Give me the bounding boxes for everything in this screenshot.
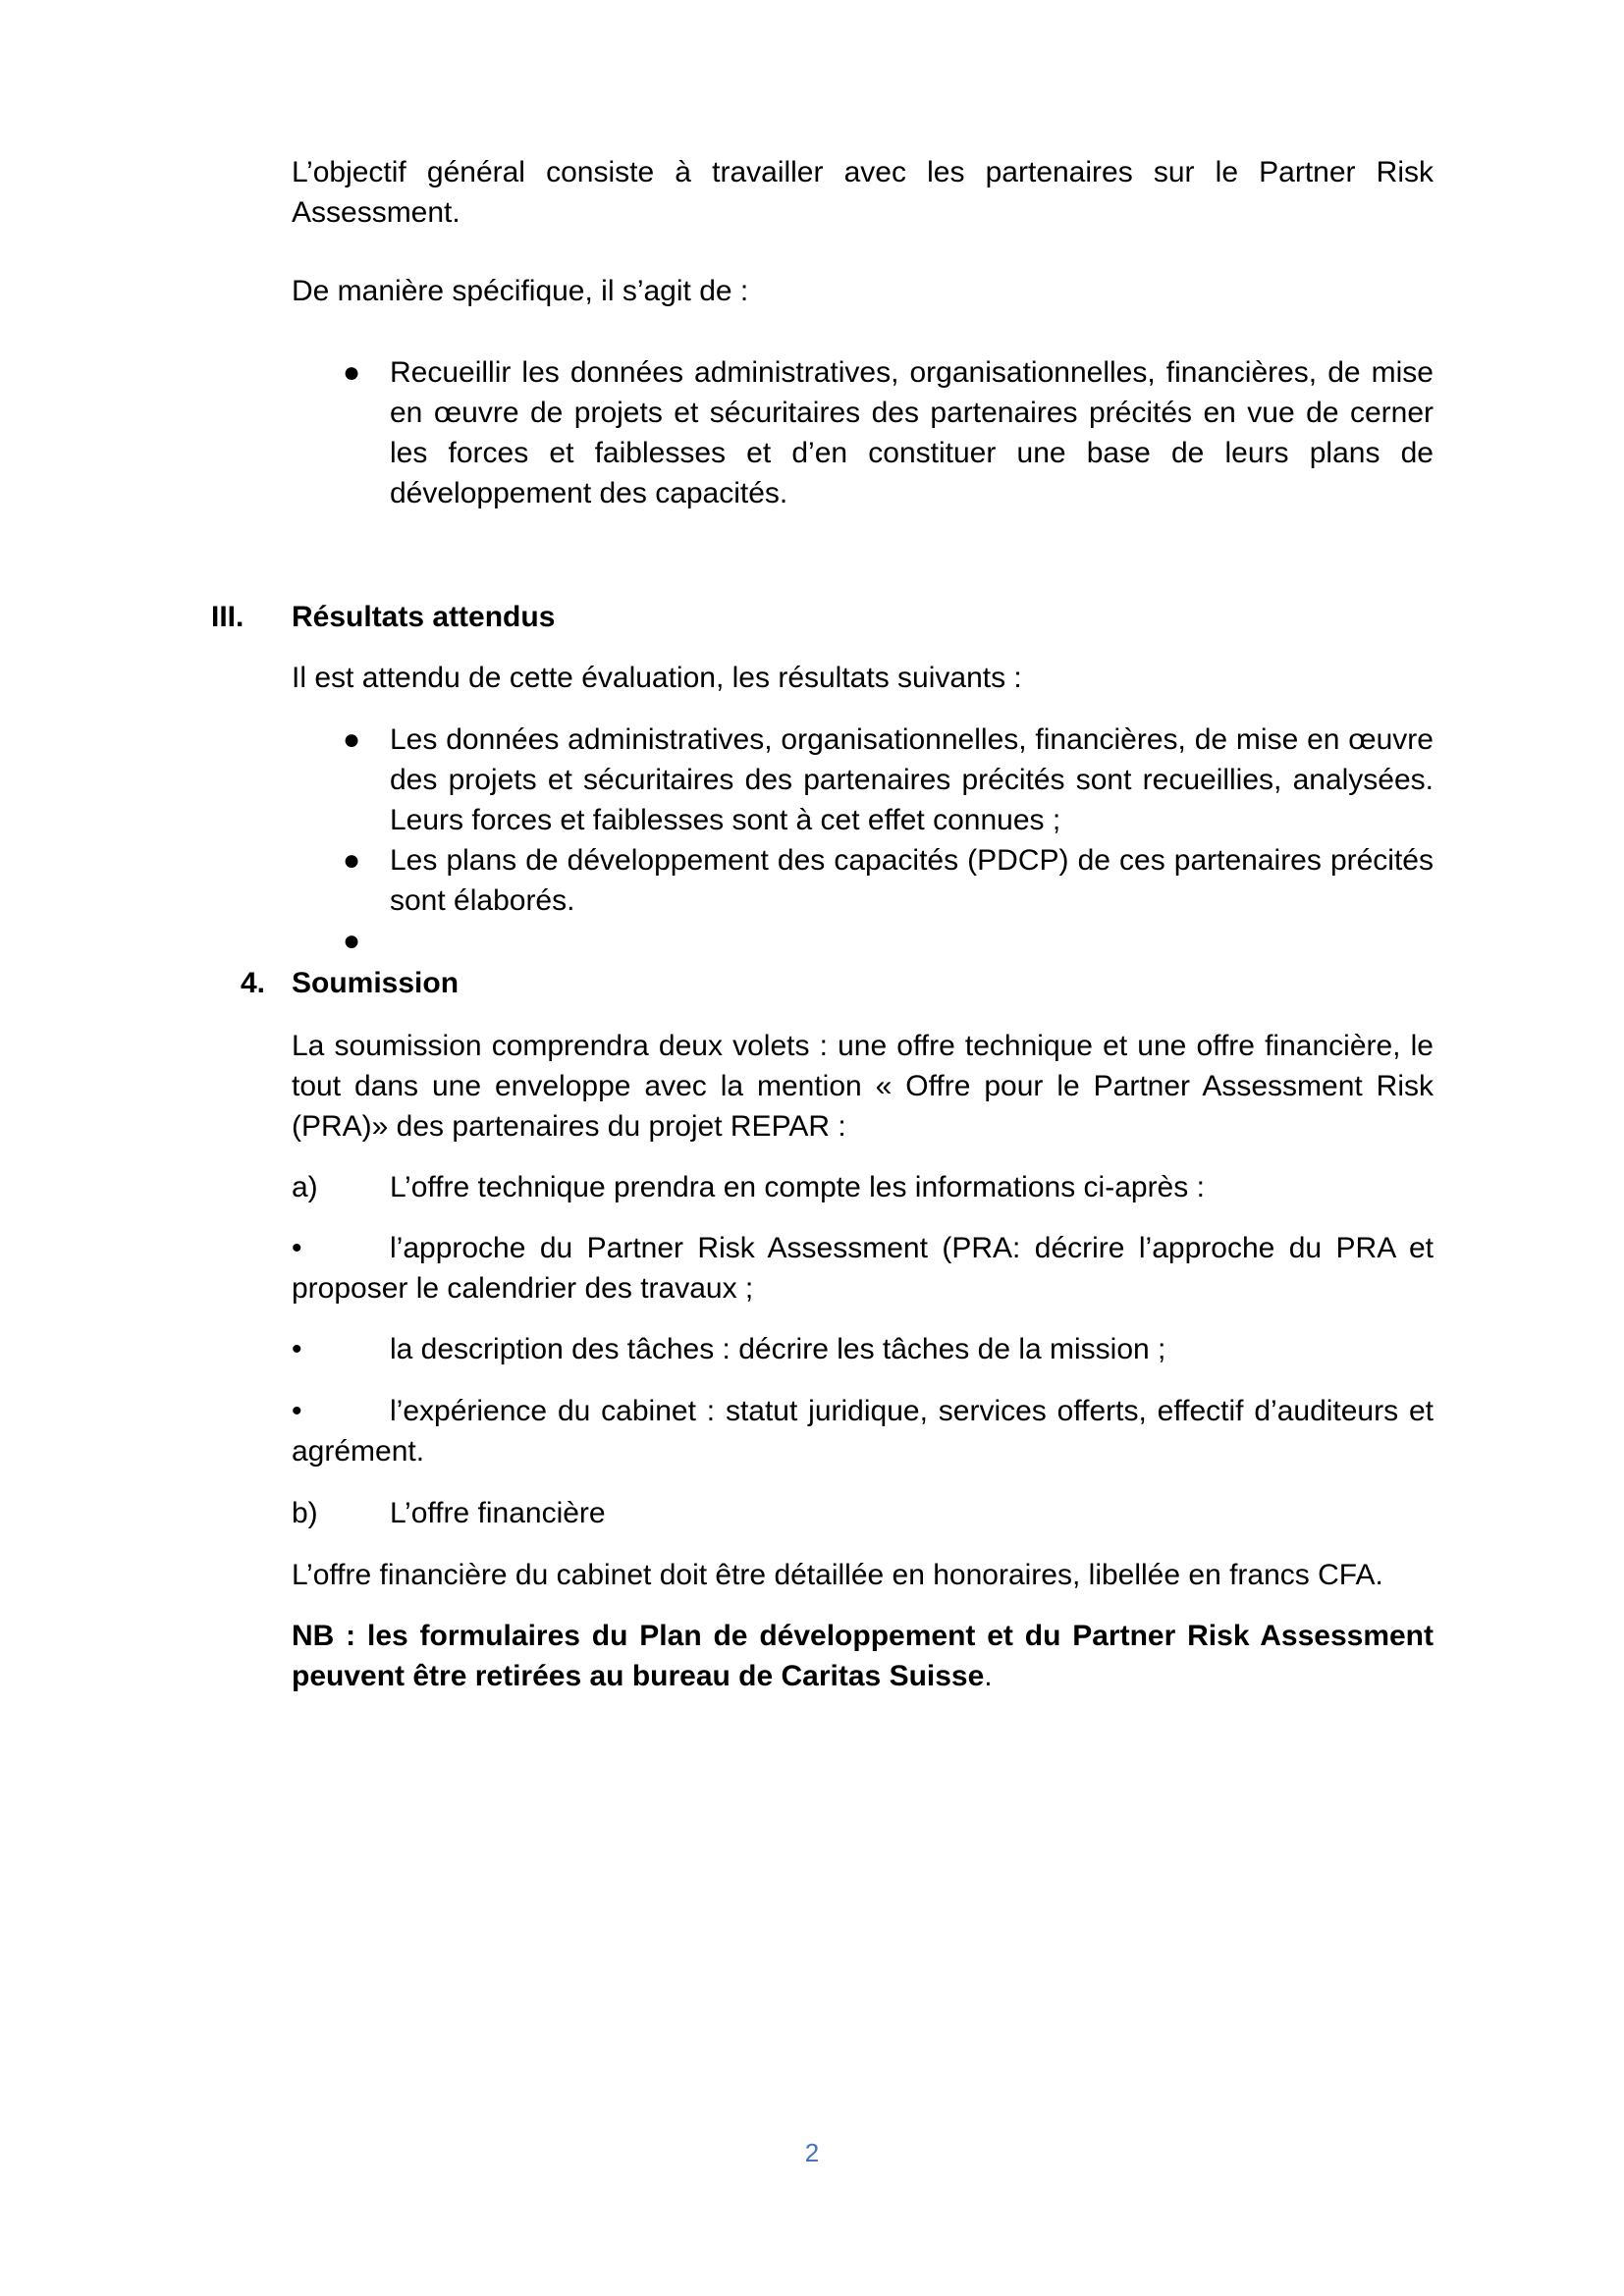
specific-objectives-lead: De manière spécifique, il s’agit de : xyxy=(292,275,749,307)
results-lead: Il est attendu de cette évaluation, les résultats suivants : xyxy=(292,662,1022,694)
item-label: a) xyxy=(292,1171,318,1203)
page-number: 2 xyxy=(804,2138,820,2167)
item-text: la description des tâches : décrire les tâches de la mission ; xyxy=(390,1333,1166,1365)
list-item xyxy=(292,921,1434,961)
list-item xyxy=(292,720,1434,840)
section-number: III. xyxy=(211,601,244,633)
technical-offer-line xyxy=(292,1167,1434,1207)
note-end: . xyxy=(984,1660,993,1692)
bullet-icon: ● xyxy=(342,844,361,877)
technical-item-tasks xyxy=(292,1329,1434,1369)
financial-offer-paragraph: L’offre financière du cabinet doit être détaillée en honoraires, libellée en francs CFA. xyxy=(292,1559,1383,1591)
technical-item-approach xyxy=(292,1228,1434,1308)
item-text: L’offre technique prendra en compte les informations ci-après : xyxy=(390,1171,1205,1203)
specific-objectives-list xyxy=(292,352,1434,513)
technical-item-experience xyxy=(292,1391,1434,1471)
list-item-text: Les données administratives, organisationnelles, financières, de mise en œuvre des projets et sécuritaires des partenaires précités sont recueillies, analysées. Leurs forces et faiblesses sont à cet effet connues ; xyxy=(390,723,1434,836)
note-bold-text: NB : les formulaires du Plan de développement et du Partner Risk Assessment peuvent être retirées au bureau de Caritas Suisse xyxy=(292,1620,1434,1692)
bullet-marker: • xyxy=(292,1395,302,1427)
submission-lead: La soumission comprendra deux volets : une offre technique et une offre financière, le tout dans une enveloppe avec la mention « Offre pour le Partner Assessment Risk (PRA)» des partenaires du projet REPAR : xyxy=(292,1030,1434,1143)
item-text: l’expérience du cabinet : statut juridique, services offerts, effectif d’auditeurs et agrément. xyxy=(292,1395,1434,1468)
item-text: l’approche du Partner Risk Assessment (PRA: décrire l’approche du PRA et proposer le calendrier des travaux ; xyxy=(292,1232,1434,1305)
general-objective-paragraph: L’objectif général consiste à travailler avec les partenaires sur le Partner Risk Assessment. xyxy=(292,156,1434,229)
bullet-icon: ● xyxy=(342,925,361,957)
list-item-text: Les plans de développement des capacités (PDCP) de ces partenaires précités sont élaborés. xyxy=(390,844,1434,917)
note-paragraph xyxy=(292,1616,1434,1696)
list-item xyxy=(292,352,1434,513)
item-text: L’offre financière xyxy=(390,1497,606,1529)
financial-offer-line xyxy=(292,1493,1434,1533)
list-item-text xyxy=(390,921,1434,961)
section-title: Soumission xyxy=(292,967,460,999)
section-title: Résultats attendus xyxy=(292,601,556,633)
bullet-marker: • xyxy=(292,1333,302,1365)
item-label: b) xyxy=(292,1497,318,1529)
list-item xyxy=(292,840,1434,921)
results-list xyxy=(292,720,1434,961)
section-number: 4. xyxy=(241,967,266,999)
bullet-icon: ● xyxy=(342,723,361,756)
list-item-text: Recueillir les données administratives, organisationnelles, financières, de mise en œuvre de projets et sécuritaires des partenaires précités en vue de cerner les forces et faiblesses et d’en constituer une base de leurs plans de développement des capacités. xyxy=(390,356,1434,509)
bullet-marker: • xyxy=(292,1232,302,1264)
bullet-icon: ● xyxy=(342,356,361,389)
